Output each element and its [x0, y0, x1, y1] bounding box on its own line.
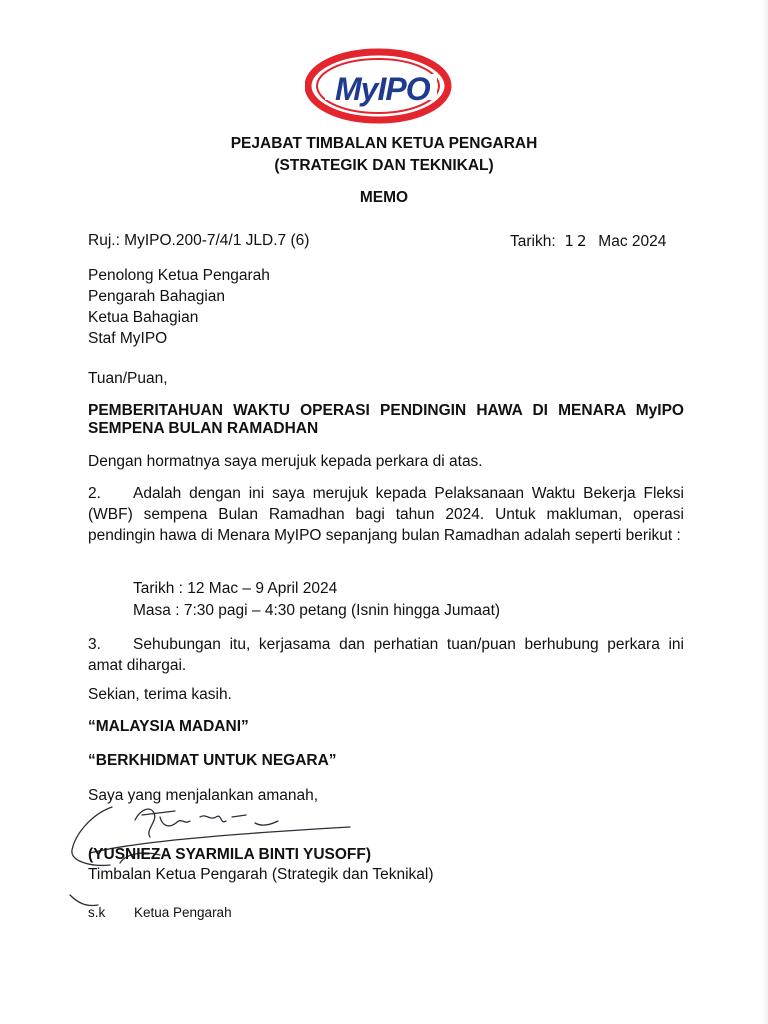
reference-number: Ruj.: MyIPO.200-7/4/1 JLD.7 (6)	[88, 232, 310, 249]
paragraph-3-text: Sehubungan itu, kerjasama dan perhatian tuan/puan berhubung perkara ini amat dihargai.	[88, 636, 684, 674]
date-label: Tarikh:	[510, 233, 556, 250]
schedule-time: Masa : 7:30 pagi – 4:30 petang (Isnin hingga Jumaat)	[133, 602, 501, 619]
paragraph-1: Dengan hormatnya saya merujuk kepada perkara di atas.	[88, 453, 483, 470]
recipient-item: Staf MyIPO	[88, 330, 168, 347]
recipient-item: Penolong Ketua Pengarah	[88, 267, 270, 284]
office-title-line2: (STRATEGIK DAN TEKNIKAL)	[274, 157, 494, 174]
memo-title: MEMO	[359, 189, 409, 206]
cc-recipient: Ketua Pengarah	[134, 905, 232, 920]
myipo-logo	[305, 44, 455, 132]
page-edge	[762, 0, 768, 1024]
paragraph-3	[88, 634, 684, 676]
memo-subject: PEMBERITAHUAN WAKTU OPERASI PENDINGIN HAWA DI MENARA MyIPO SEMPENA BULAN RAMADHAN	[88, 402, 684, 437]
recipient-list	[88, 265, 270, 349]
schedule-date: Tarikh : 12 Mac – 9 April 2024	[133, 580, 338, 597]
signer-name: (YUSNIEZA SYARMILA BINTI YUSOFF)	[88, 846, 372, 863]
date-day: 12	[564, 232, 590, 250]
slogan-malaysia-madani: “MALAYSIA MADANI”	[88, 718, 249, 735]
paragraph-number: 2.	[88, 485, 101, 502]
date-month-year: Mac 2024	[598, 233, 667, 250]
logo-text: MyIPO	[335, 71, 430, 107]
closing-thanks: Sekian, terima kasih.	[88, 686, 232, 703]
paragraph-2	[88, 483, 684, 546]
recipient-item: Ketua Bahagian	[88, 309, 199, 326]
memo-date	[510, 232, 666, 251]
closing-trust-line: Saya yang menjalankan amanah,	[88, 787, 319, 804]
schedule-block	[133, 578, 500, 622]
paragraph-number: 3.	[88, 636, 101, 653]
signer-title: Timbalan Ketua Pengarah (Strategik dan Teknikal)	[88, 866, 434, 883]
slogan-berkhidmat: “BERKHIDMAT UNTUK NEGARA”	[88, 752, 337, 769]
cc-label: s.k	[88, 905, 106, 920]
recipient-item: Pengarah Bahagian	[88, 288, 226, 305]
office-title-line1: PEJABAT TIMBALAN KETUA PENGARAH	[230, 135, 538, 152]
salutation: Tuan/Puan,	[88, 370, 168, 387]
paragraph-2-text: Adalah dengan ini saya merujuk kepada Pelaksanaan Waktu Bekerja Fleksi (WBF) sempena Bulan Ramadhan bagi tahun 2024. Untuk makluman, operasi pendingin hawa di Menara MyIPO sepanjang bulan Ramadhan adalah seperti berikut :	[88, 485, 684, 544]
